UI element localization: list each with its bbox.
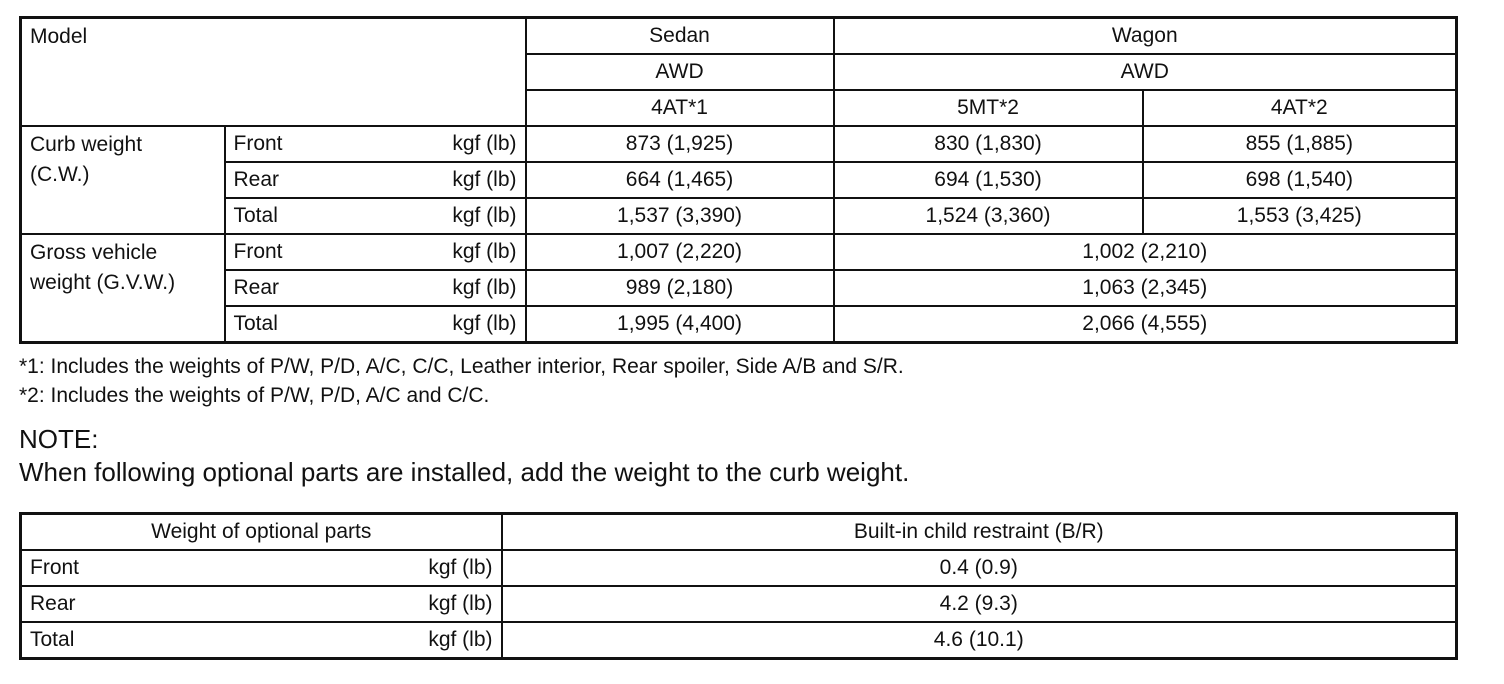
gvw-total-wagon: 2,066 (4,555) <box>834 306 1457 343</box>
optional-rear-label: Rear kgf (lb) <box>21 586 502 622</box>
optional-parts-header: Weight of optional parts <box>21 514 502 551</box>
curb-rear-wagon-5mt: 694 (1,530) <box>834 162 1143 198</box>
curb-weight-label <box>21 126 225 234</box>
gvw-front-sedan: 1,007 (2,220) <box>526 234 834 270</box>
curb-rear-wagon-4at: 698 (1,540) <box>1143 162 1457 198</box>
curb-total-wagon-4at: 1,553 (3,425) <box>1143 198 1457 234</box>
optional-front-label: Front kgf (lb) <box>21 550 502 586</box>
optional-front-value: 0.4 (0.9) <box>502 550 1457 586</box>
footnote-1: *1: Includes the weights of P/W, P/D, A/C, C/C, Leather interior, Rear spoiler, Side A/B and S/R. <box>19 355 904 378</box>
gvw-rear-sedan: 989 (2,180) <box>526 270 834 306</box>
curb-label-line1: Curb weight <box>30 133 143 156</box>
wagon-5mt-transmission: 5MT*2 <box>834 90 1143 126</box>
wagon-drive: AWD <box>834 54 1457 90</box>
curb-front-wagon-4at: 855 (1,885) <box>1143 126 1457 162</box>
gvw-label-line1: Gross vehicle <box>30 241 158 264</box>
weight-specs-table <box>19 16 1458 344</box>
model-header: Model <box>21 18 526 127</box>
gvw-rear-wagon: 1,063 (2,345) <box>834 270 1457 306</box>
optional-total-label: Total kgf (lb) <box>21 622 502 659</box>
optional-parts-table <box>19 512 1458 660</box>
curb-rear-sedan: 664 (1,465) <box>526 162 834 198</box>
curb-total-sedan: 1,537 (3,390) <box>526 198 834 234</box>
sedan-drive: AWD <box>526 54 834 90</box>
note-text: When following optional parts are installed, add the weight to the curb weight. <box>19 457 910 487</box>
curb-front-sedan: 873 (1,925) <box>526 126 834 162</box>
sedan-header: Sedan <box>526 18 834 55</box>
wagon-header: Wagon <box>834 18 1457 55</box>
curb-rear-label: Rear kgf (lb) <box>225 162 526 198</box>
child-restraint-header: Built-in child restraint (B/R) <box>502 514 1457 551</box>
curb-front-wagon-5mt: 830 (1,830) <box>834 126 1143 162</box>
curb-front-label: Front kgf (lb) <box>225 126 526 162</box>
gvw-rear-label: Rear kgf (lb) <box>225 270 526 306</box>
gvw-total-sedan: 1,995 (4,400) <box>526 306 834 343</box>
curb-label-line2: (C.W.) <box>30 163 90 186</box>
gvw-total-label: Total kgf (lb) <box>225 306 526 343</box>
sedan-transmission: 4AT*1 <box>526 90 834 126</box>
wagon-4at-transmission: 4AT*2 <box>1143 90 1457 126</box>
footnote-2: *2: Includes the weights of P/W, P/D, A/C and C/C. <box>19 384 490 407</box>
note-heading: NOTE: <box>19 424 99 454</box>
gvw-label-line2: weight (G.V.W.) <box>30 271 176 294</box>
gvw-label <box>21 234 225 343</box>
curb-total-wagon-5mt: 1,524 (3,360) <box>834 198 1143 234</box>
optional-total-value: 4.6 (10.1) <box>502 622 1457 659</box>
gvw-front-label: Front kgf (lb) <box>225 234 526 270</box>
curb-total-label: Total kgf (lb) <box>225 198 526 234</box>
gvw-front-wagon: 1,002 (2,210) <box>834 234 1457 270</box>
optional-rear-value: 4.2 (9.3) <box>502 586 1457 622</box>
